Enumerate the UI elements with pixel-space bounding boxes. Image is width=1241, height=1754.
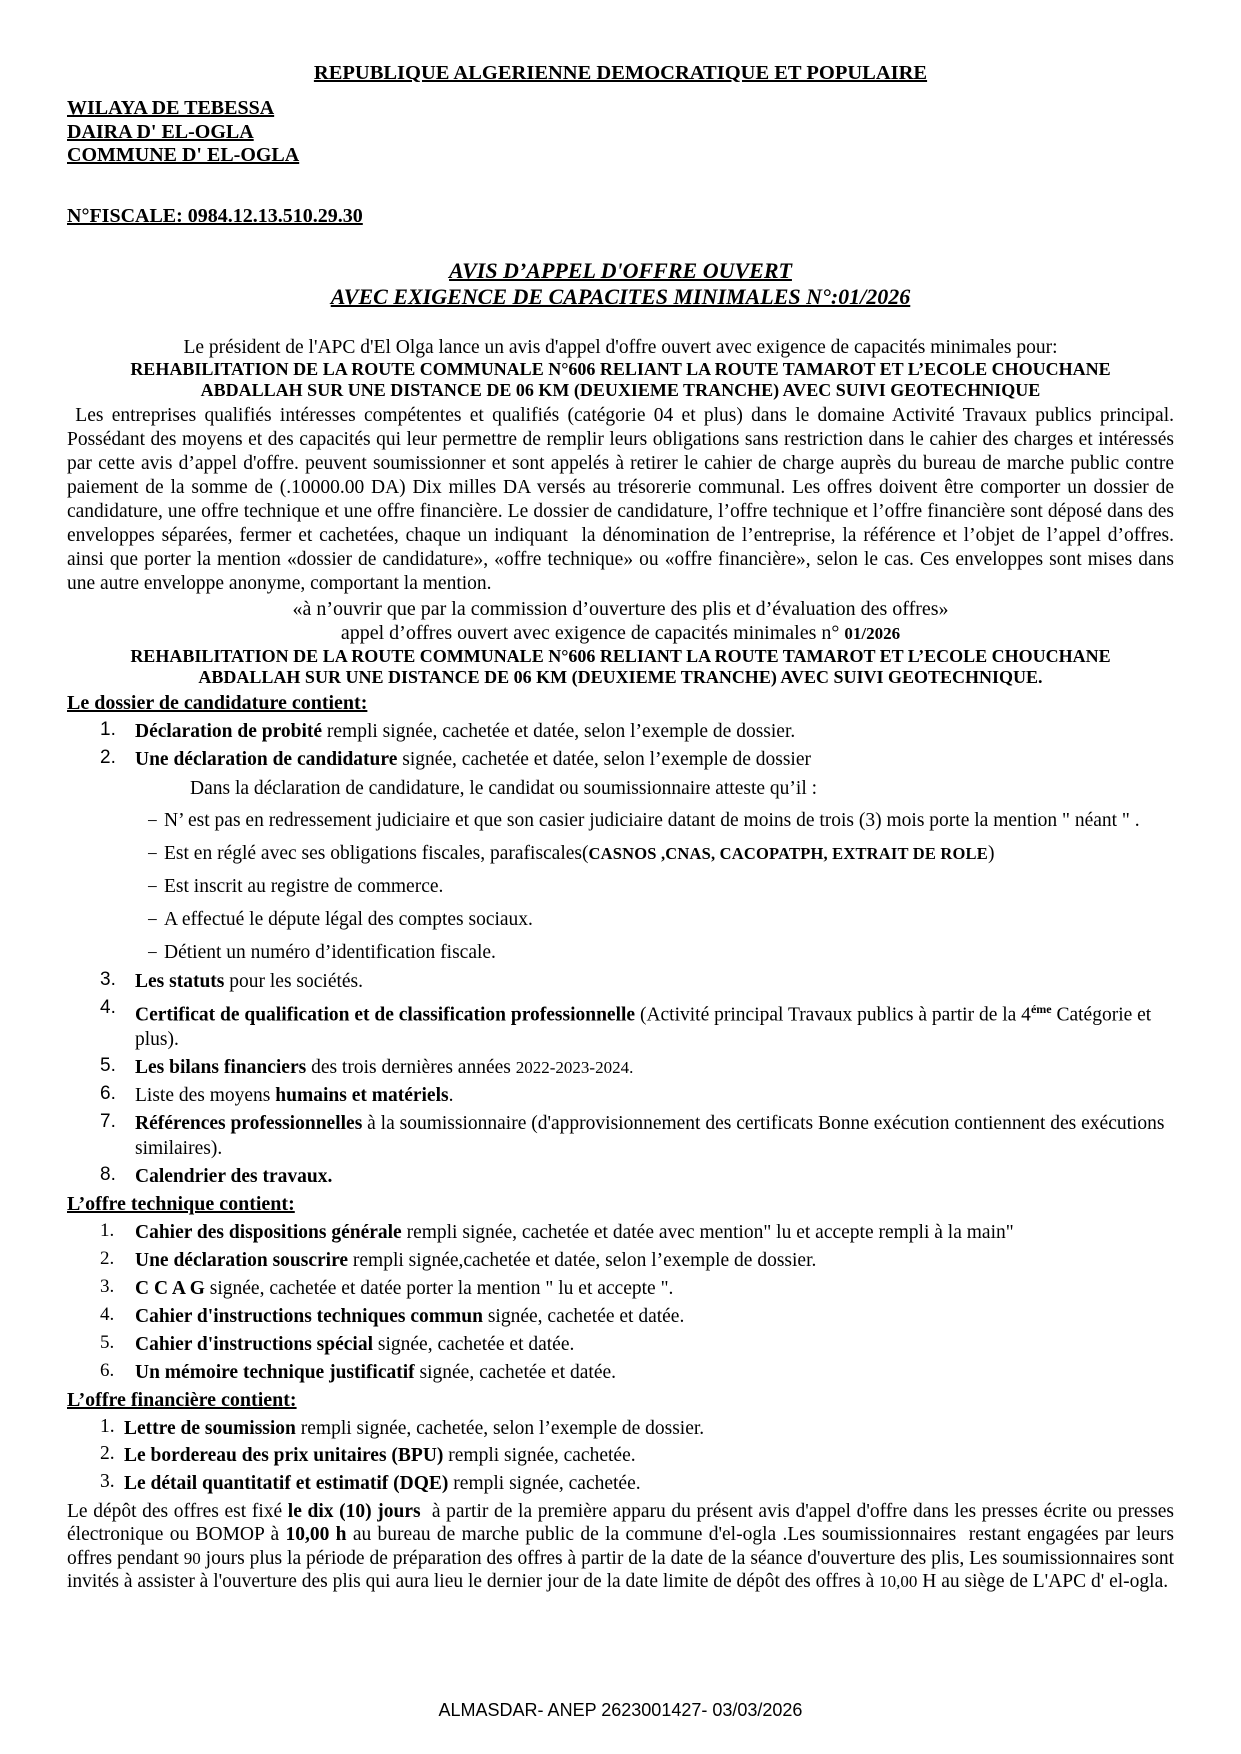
envelope-mention-line1: «à n’ouvrir que par la commission d’ouverture des plis et d’évaluation des offres» (292, 597, 949, 620)
publication-footer: ALMASDAR- ANEP 2623001427- 03/03/2026 (438, 1700, 803, 1720)
intro-lead: Le président de l'APC d'El Olga lance un avis d'appel d'offre ouvert avec exigence de capacités minimales pour: (183, 336, 1058, 358)
item-bold: Références professionnelles (135, 1113, 363, 1134)
item-number: 7. (100, 1111, 116, 1132)
dash-text: Détient un numéro d’identification fiscale. (164, 941, 496, 963)
envelope-mention-line2 (67, 621, 1174, 646)
wilaya-line: WILAYA DE TEBESSA (67, 97, 275, 119)
item-rest: rempli signée, cachetée. (448, 1472, 641, 1494)
item-text (124, 1443, 1174, 1468)
dash-item-4 (147, 908, 1174, 933)
item-number: 3. (100, 1470, 115, 1492)
technique-item-5 (67, 1332, 1174, 1357)
dossier-item-3 (67, 969, 1174, 994)
item-number: 5. (100, 1055, 116, 1076)
item-number: 3. (100, 968, 116, 990)
item-number: 6. (100, 1083, 116, 1104)
dash-marker: − (147, 810, 158, 832)
item-number: 2. (100, 746, 116, 768)
item-text (135, 997, 1174, 1053)
item-number: 2. (100, 1248, 115, 1269)
financiere-item-3 (67, 1471, 1174, 1496)
dash-marker: − (147, 843, 158, 865)
technique-item-1 (67, 1220, 1174, 1245)
item-text (135, 747, 1174, 966)
dossier-item-4 (67, 997, 1174, 1053)
financiere-item-2 (67, 1443, 1174, 1468)
item-text (135, 1248, 1174, 1273)
dossier-list (67, 719, 1174, 1190)
closing-paragraph (67, 1500, 1179, 1594)
item-rest: rempli signée, cachetée et datée avec mention" lu et accepte rempli à la main" (401, 1222, 1014, 1243)
mention-line2-number: 01/2026 (844, 623, 901, 643)
notice-title-line2: AVEC EXIGENCE DE CAPACITES MINIMALES N°:01/2026 (330, 283, 911, 309)
item-number: 1. (100, 718, 116, 740)
item-pre: Liste des moyens (135, 1085, 276, 1106)
item-rest: pour les sociétés. (224, 970, 364, 992)
technique-item-3 (67, 1276, 1174, 1301)
dash-post: ) (987, 842, 995, 864)
dossier-item-6 (67, 1083, 1174, 1108)
body-paragraph-text: Les entreprises qualifiés intéresses compétentes et qualifiés (catégorie 04 et plus) dans le domaine Activité Travaux publics principal. Possédant des moyens et des capacités qui leur permettre de remplir leurs obligations sans restriction dans le cahier des charges et intéressés par cette avis d’appel d'offre. peuvent soumissionner et sont appelés à retirer le cahier de charge auprès du bureau de marche public contre paiement de la somme de (.10000.00 DA) Dix milles DA versés au trésorerie communal. Les offres doivent être comporter un dossier de candidature, une offre technique et une offre financière. Le dossier de candidature, l’offre technique et l’offre financière sont déposé dans des enveloppes séparées, fermer et cachetées, chaque un indiquant la dénomination de l’entreprise, la référence et l’objet de l’appel d’offres. ainsi que porter la mention «dossier de candidature», «offre technique» ou «offre financière», selon le cas. Ces enveloppes sont mises dans une autre enveloppe anonyme, comportant la mention. (67, 404, 1179, 594)
item-number: 2. (100, 1443, 115, 1464)
item-bold: Cahier d'instructions spécial (135, 1334, 373, 1355)
technique-section-heading: L’offre technique contient: (67, 1193, 295, 1215)
item-rest: signée, cachetée et datée. (373, 1334, 575, 1355)
closing-seg: H au siège de L'APC d' el-ogla. (917, 1571, 1169, 1592)
item-rest: signée, cachetée et datée, selon l’exemple de dossier (397, 748, 812, 770)
item-rest: rempli signée,cachetée et datée, selon l’exemple de dossier. (348, 1250, 817, 1271)
closing-seg: à partir de la première apparu du présent avis d'appel d'offre dans les presses écrite ou presses électronique ou BOMOP à (67, 1500, 1179, 1545)
technique-item-2 (67, 1248, 1174, 1273)
fiscal-number-line: N°FISCALE: 0984.12.13.510.29.30 (67, 204, 363, 227)
item-rest: rempli signée, cachetée et datée, selon l’exemple de dossier. (322, 720, 796, 742)
item-text (135, 1332, 1174, 1357)
item-rest: des trois dernières années (306, 1057, 516, 1078)
item-text (135, 1360, 1174, 1385)
item-superscript: éme (1030, 1001, 1052, 1016)
project-title-repeat-line1: REHABILITATION DE LA ROUTE COMMUNALE N°606 RELIANT LA ROUTE TAMAROT ET L’ECOLE CHOUCHANE (130, 645, 1111, 666)
item-rest2: Catégorie et plus). (135, 1004, 1152, 1050)
item-bold: C C A G (135, 1278, 205, 1299)
dossier-item-1 (67, 719, 1174, 744)
item-bold: Cahier des dispositions générale (135, 1222, 402, 1243)
commune-line: COMMUNE D' EL-OGLA (67, 144, 300, 166)
notice-title-line1: AVIS D’APPEL D'OFFRE OUVERT (449, 257, 792, 283)
item-rest: . (448, 1085, 454, 1106)
financiere-list (67, 1416, 1174, 1496)
item-rest: (Activité principal Travaux publics à partir de la 4 (635, 1004, 1031, 1025)
dash-item-5 (147, 941, 1174, 966)
item-number: 1. (100, 1415, 115, 1437)
technique-item-4 (67, 1304, 1174, 1329)
item-bold: Calendrier des travaux. (135, 1166, 333, 1187)
item-bold: Lettre de soumission (124, 1417, 296, 1439)
closing-seg: Le dépôt des offres est fixé (67, 1500, 288, 1522)
project-title-line2: ABDALLAH SUR UNE DISTANCE DE 06 KM (DEUXIEME TRANCHE) AVEC SUIVI GEOTECHNIQUE (200, 380, 1041, 400)
item-text (135, 969, 1174, 994)
item-bold: Certificat de qualification et de classification professionnelle (135, 1004, 636, 1025)
technique-item-6 (67, 1360, 1174, 1385)
dossier-item-5 (67, 1055, 1174, 1080)
item-bold: Le détail quantitatif et estimatif (DQE) (124, 1472, 449, 1494)
item-bold: Une déclaration souscrire (135, 1250, 349, 1271)
declaration-note: Dans la déclaration de candidature, le candidat ou soumissionnaire atteste qu’il : (190, 777, 818, 799)
closing-seg-bold: le dix (10) jours (287, 1500, 421, 1522)
item-bold: humains et matériels (275, 1085, 449, 1106)
body-paragraph (67, 404, 1179, 596)
closing-seg: jours plus la période de préparation des offres à partir de la date de la séance d'ouverture des plis, Les soumissionnaires sont invités à assister à l'ouverture des plis qui aura lieu le dernier jour de la date limite de dépôt des offres à (67, 1547, 1179, 1592)
dash-item-2 (147, 842, 1174, 867)
item-number: 4. (100, 1304, 115, 1325)
item-text (124, 1471, 1174, 1496)
item-text (135, 1304, 1174, 1329)
closing-seg-small: 10,00 (879, 1572, 918, 1591)
financiere-section-heading: L’offre financière contient: (67, 1389, 297, 1411)
closing-seg: au bureau de marche public de la commune d'el-ogla .Les soumissionnaires restant engagées par leurs offres pendant (67, 1524, 1179, 1569)
financiere-item-1 (67, 1416, 1174, 1441)
item-text (135, 1276, 1174, 1301)
item-number: 1. (100, 1220, 115, 1241)
dash-item-1 (147, 809, 1174, 834)
republic-heading: REPUBLIQUE ALGERIENNE DEMOCRATIQUE ET POPULAIRE (313, 62, 928, 84)
dossier-item-2 (67, 747, 1174, 966)
dash-text: A effectué le députe légal des comptes sociaux. (164, 908, 533, 930)
daira-line: DAIRA D' EL-OGLA (67, 120, 254, 143)
dash-text: Est inscrit au registre de commerce. (164, 875, 444, 897)
dash-marker: − (147, 942, 158, 964)
dash-marker: − (147, 909, 158, 931)
mention-line2-text: appel d’offres ouvert avec exigence de capacités minimales n° (340, 621, 845, 644)
item-bold: Déclaration de probité (135, 720, 323, 742)
project-title-repeat-line2: ABDALLAH SUR UNE DISTANCE DE 06 KM (DEUXIEME TRANCHE) AVEC SUIVI GEOTECHNIQUE. (198, 667, 1043, 687)
item-bold: Les bilans financiers (135, 1057, 307, 1078)
item-bold: Cahier d'instructions techniques commun (135, 1306, 483, 1327)
item-text (135, 719, 1174, 744)
technique-list (67, 1220, 1174, 1385)
item-text (135, 1220, 1174, 1245)
item-number: 6. (100, 1360, 115, 1381)
authority-block (67, 97, 1174, 168)
item-rest: signée, cachetée et datée porter la mention " lu et accepte ". (204, 1278, 674, 1299)
dossier-section-heading: Le dossier de candidature contient: (67, 691, 368, 714)
closing-seg-small: 90 (183, 1548, 201, 1568)
item-text (135, 1083, 1174, 1108)
project-title-line1: REHABILITATION DE LA ROUTE COMMUNALE N°606 RELIANT LA ROUTE TAMAROT ET L’ECOLE CHOUCHANE (130, 358, 1111, 379)
item-bold: Les statuts (135, 970, 225, 992)
item-rest: signée, cachetée et datée. (482, 1306, 685, 1327)
item-bold: Un mémoire technique justificatif (135, 1362, 415, 1383)
item-number: 4. (100, 996, 116, 1018)
item-rest: signée, cachetée et datée. (414, 1362, 617, 1383)
dash-item-3 (147, 875, 1174, 900)
item-rest: à la soumissionnaire (d'approvisionnement des certificats Bonne exécution contiennent des exécutions similaires). (135, 1113, 1165, 1159)
dash-bold: CASNOS ,CNAS, CACOPATPH, EXTRAIT DE ROLE (588, 843, 988, 863)
item-number: 5. (100, 1332, 115, 1353)
item-line (135, 747, 1174, 772)
dash-marker: − (147, 876, 158, 898)
dash-text (164, 842, 1174, 867)
item-number: 8. (100, 1164, 116, 1185)
dossier-item-7 (67, 1111, 1174, 1161)
item-number: 3. (100, 1276, 115, 1297)
notice-title (67, 258, 1174, 310)
dossier-item-8 (67, 1164, 1174, 1189)
item-bold: Une déclaration de candidature (135, 748, 398, 770)
item-rest: rempli signée, cachetée. (443, 1445, 636, 1466)
item-text (135, 1111, 1174, 1161)
item-rest: rempli signée, cachetée, selon l’exemple de dossier. (295, 1417, 705, 1439)
item-bold: Le bordereau des prix unitaires (BPU) (124, 1445, 444, 1466)
item-text (124, 1416, 1174, 1441)
dash-text: N’ est pas en redressement judiciaire et que son casier judiciaire datant de moins de trois (3) mois porte la mention " néant " . (164, 809, 1140, 831)
item-text (135, 1055, 1174, 1080)
closing-seg-bold: 10,00 h (285, 1524, 347, 1545)
item-years: 2022-2023-2024. (515, 1058, 634, 1077)
dash-pre: Est en réglé avec ses obligations fiscales, parafiscales( (164, 842, 589, 864)
item-text (135, 1164, 1174, 1189)
